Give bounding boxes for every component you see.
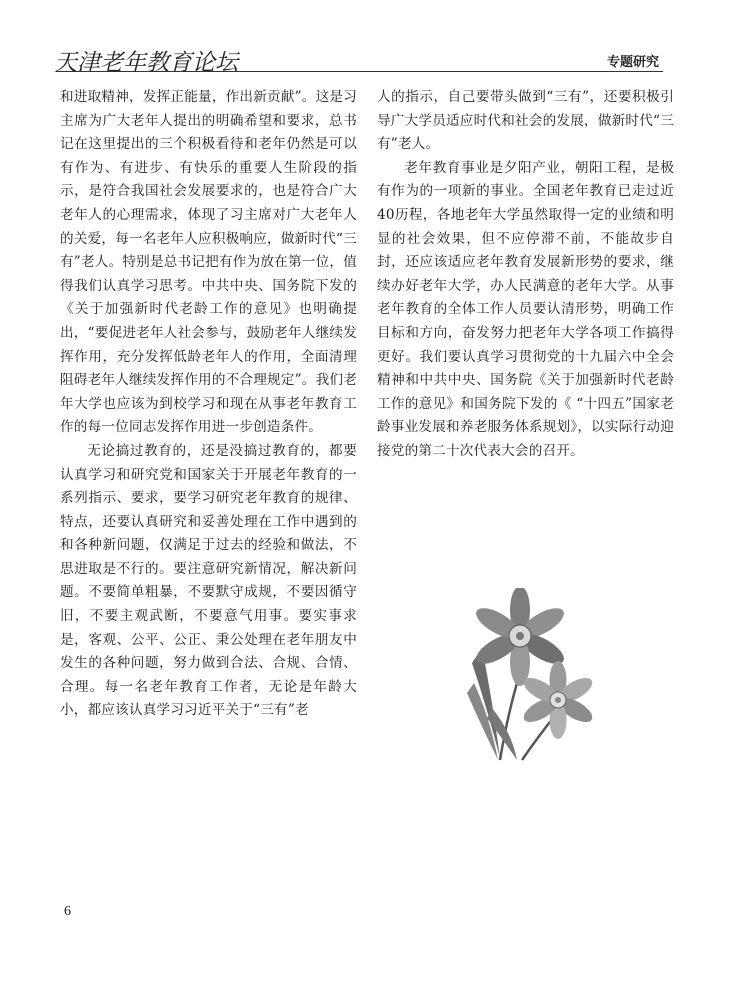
right-column [377, 86, 674, 464]
journal-logo: 天津老年教育论坛 [54, 50, 238, 76]
right-paragraph-1: 人的指示，自己要带头做到“三有”，还要积极引导广大学员适应时代和社会的发展，做新时代“三有”老人。 [377, 89, 674, 153]
right-paragraph-2: 老年教育事业是夕阳产业，朝阳工程，是极有作为的一项新的事业。全国老年教育已走过近40历程，各地老年大学虽然取得一定的业绩和明显的社会效果，但不应停滞不前，不能故步自封，还应该适应老年教育发展新形势的要求，继续办好老年大学，办人民满意的老年大学。从事老年教育的全体工作人员要认清形势，明确工作目标和方向，奋发努力把老年大学各项工作搞得更好。我们要认真学习贯彻党的十九届六中全会精神和中共中央、国务院《关于加强新时代老龄工作的意见》和国务院下发的《 “十四五”国家老龄事业发展和养老服务体系规划》，以实际行动迎接党的第二十次代表大会的召开。 [377, 159, 674, 459]
left-paragraph-2: 无论搞过教育的，还是没搞过教育的，都要认真学习和研究党和国家关于开展老年教育的一系列指示、要求，要学习研究老年教育的规律、特点，还要认真研究和妥善处理在工作中遇到的和各种新问题，仅满足于过去的经验和做法，不思进取是不行的。要注意研究新情况，解决新问题。不要简单粗暴，不要默守成规，不要因循守旧，不要主观武断，不要意气用事。要实事求是，客观、公平、公正、秉公处理在老年朋友中发生的各种问题，努力做到合法、合规、合情、合理。每一名老年教育工作者，无论是年龄大小，都应该认真学习习近平关于“三有”老 [60, 442, 357, 719]
left-column [60, 86, 357, 723]
page-number: 6 [64, 904, 71, 919]
flower-illustration [462, 588, 602, 763]
header-divider [56, 71, 663, 72]
left-paragraph-1: 和进取精神，发挥正能量，作出新贡献”。这是习主席为广大老年人提出的明确希望和要求，总书记在这里提出的三个积极看待和老年仍然是可以有作为、有进步、有快乐的重要人生阶段的指示，是符合我国社会发展要求的，也是符合广大老年人的心理需求，体现了习主席对广大老年人的关爱，每一名老年人应积极响应，做新时代“三有”老人。特别是总书记把有作为放在第一位，值得我们认真学习思考。中共中央、国务院下发的《关于加强新时代老龄工作的意见》也明确提出，“要促进老年人社会参与，鼓励老年人继续发挥作用，充分发挥低龄老年人的作用，全面清理阻碍老年人继续发挥作用的不合理规定”。我们老年大学也应该为到校学习和现在从事老年教育工作的每一位同志发挥作用进一步创造条件。 [60, 89, 357, 436]
section-label: 专题研究 [606, 55, 659, 70]
